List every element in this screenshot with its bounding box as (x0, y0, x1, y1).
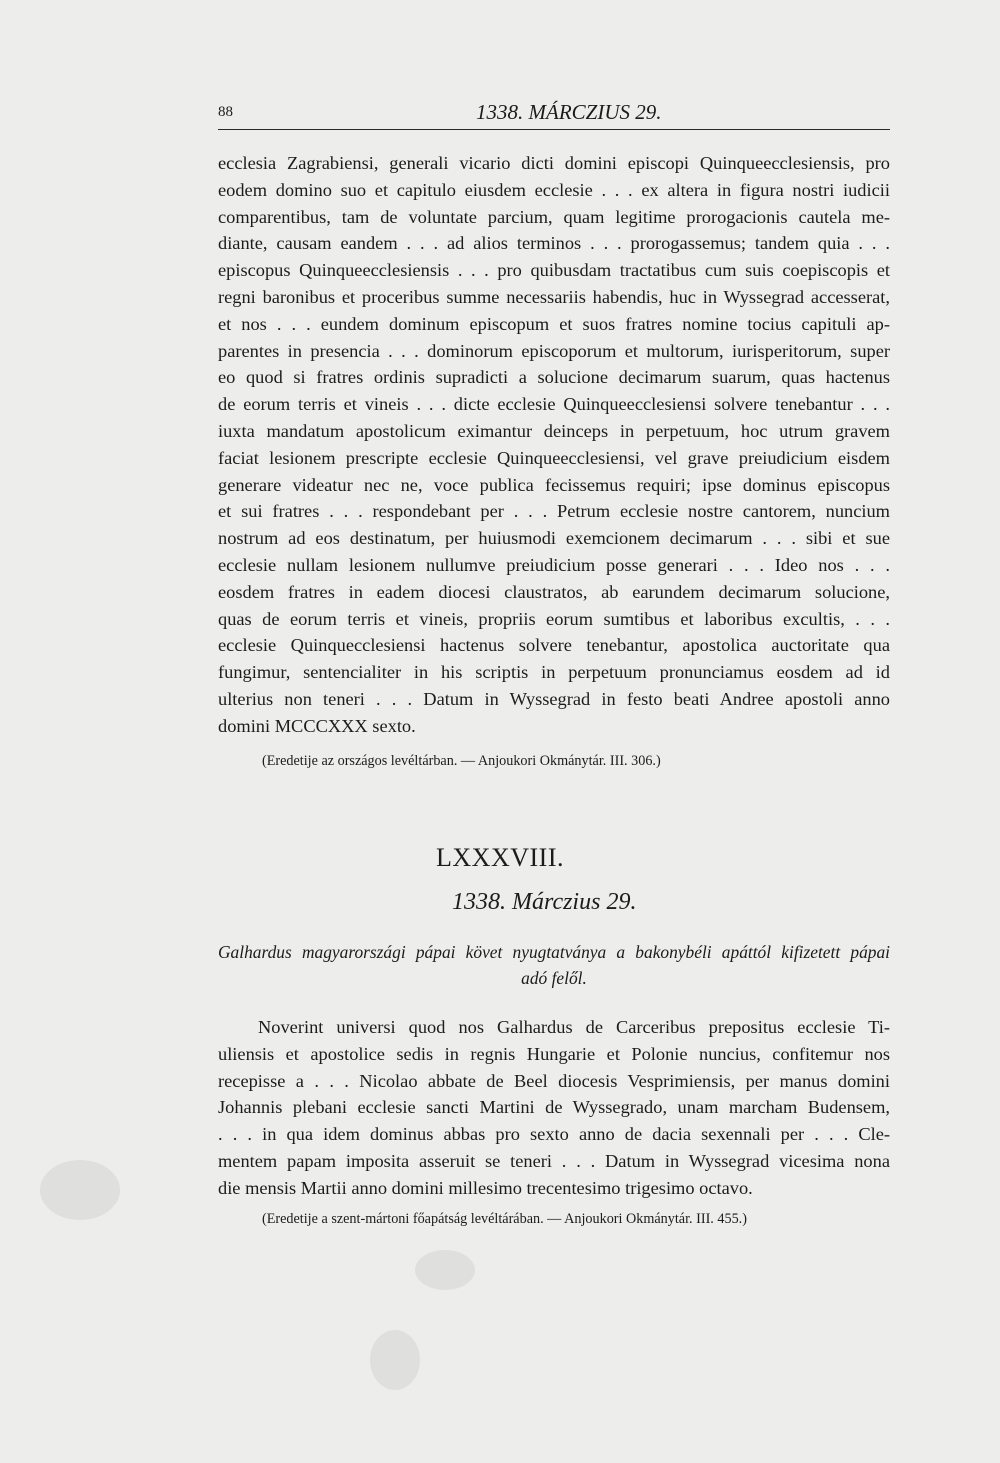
text-line: Johannis plebani ecclesie sancti Martini de Wyssegrado, unam marcham Budensem, (218, 1097, 890, 1118)
text-line: eo quod si fratres ordinis supradicti a solucione decimarum suarum, quas hactenus (218, 367, 890, 388)
running-title: 1338. MÁRCZIUS 29. (476, 100, 662, 124)
text-line: ecclesia Zagrabiensi, generali vicario dicti domini episcopi Quinqueecclesiensis, pro (218, 153, 890, 173)
text-line: eodem domino suo et capitulo eiusdem ecclesie . . . ex altera in figura nostri iudicii (218, 179, 890, 200)
document-numeral: LXXXVIII. (436, 843, 564, 872)
summary-line: adó felől. (521, 968, 587, 988)
document-body (218, 1014, 890, 1202)
text-line: et sui fratres . . . respondebant per . . . Petrum ecclesie nostre cantorem, nuncium (218, 501, 890, 522)
text-line: ulterius non teneri . . . Datum in Wyssegrad in festo beati Andree apostoli anno (218, 688, 890, 709)
text-line: eosdem fratres in eadem diocesi claustratos, ab earundem decimarum solucione, (218, 581, 890, 602)
text-line: comparentibus, tam de voluntate parcium, quam legitime prorogacionis cautela me- (218, 206, 890, 227)
text-line: ecclesie nullam lesionem nullumve preiudicium posse generari . . . Ideo nos . . . (218, 554, 890, 575)
source-note: (Eredetije a szent-mártoni főapátság levéltárában. — Anjoukori Okmánytár. III. 455.) (262, 1211, 747, 1227)
text-line-last: domini MCCCXXX sexto. (218, 715, 416, 736)
text-line: generare videatur nec ne, voce publica fecissemus requiri; ipse dominus episcopus (218, 474, 890, 495)
paper-stain (415, 1250, 475, 1290)
text-line: Noverint universi quod nos Galhardus de Carceribus prepositus ecclesie Ti- (258, 1017, 890, 1037)
text-line-last: die mensis Martii anno domini millesimo trecentesimo trigesimo octavo. (218, 1177, 753, 1198)
document-summary (218, 939, 890, 991)
text-line: ecclesie Quinquecclesiensi hactenus solvere tenebantur, apostolica auctoritate qua (218, 635, 890, 656)
paper-stain (370, 1330, 420, 1390)
text-line: recepisse a . . . Nicolao abbate de Beel diocesis Vesprimiensis, per manus domini (218, 1070, 890, 1091)
text-line: episcopus Quinqueecclesiensis . . . pro quibusdam tractatibus cum suis coepiscopis et (218, 260, 890, 281)
paper-stain (40, 1160, 120, 1220)
text-line: uliensis et apostolice sedis in regnis Hungarie et Polonie nuncius, confitemur nos (218, 1043, 890, 1064)
previous-document-text (218, 150, 890, 740)
text-line: fungimur, sentencialiter in his scriptis in perpetuum pronunciamus eosdem ad id (218, 662, 890, 683)
text-line: regni baronibus et proceribus summe necessariis habendis, huc in Wyssegrad accesserat, (218, 286, 890, 307)
running-head (218, 100, 890, 130)
page-number: 88 (218, 104, 233, 120)
text-line: de eorum terris et vineis . . . dicte ecclesie Quinqueecclesiensi solvere tenebantur . . . (218, 394, 890, 415)
summary-line: Galhardus magyarországi pápai követ nyugtatványa a bakonybéli apáttól kifizetett pápai (218, 942, 890, 962)
text-line: iuxta mandatum apostolicum eximantur deinceps in perpetuum, hoc utrum gravem (218, 420, 890, 441)
text-line: . . . in qua idem dominus abbas pro sexto anno de dacia sexennali per . . . Cle- (218, 1124, 890, 1145)
text-line: mentem papam imposita asseruit se teneri . . . Datum in Wyssegrad vicesima nona (218, 1150, 890, 1171)
text-line: faciat lesionem prescripte ecclesie Quinqueecclesiensi, vel grave preiudicium eisdem (218, 447, 890, 468)
document-date: 1338. Márczius 29. (452, 889, 637, 915)
text-line: nostrum ad eos destinatum, per huiusmodi exemcionem decimarum . . . sibi et sue (218, 528, 890, 549)
header-rule (218, 129, 890, 130)
text-line: et nos . . . eundem dominum episcopum et suos fratres nomine tocius capituli ap- (218, 313, 890, 334)
source-note: (Eredetije az országos levéltárban. — Anjoukori Okmánytár. III. 306.) (262, 753, 661, 769)
text-line: parentes in presencia . . . dominorum episcoporum et multorum, iurisperitorum, super (218, 340, 890, 361)
text-line: diante, causam eandem . . . ad alios terminos . . . prorogassemus; tandem quia . . . (218, 233, 890, 254)
text-line: quas de eorum terris et vineis, propriis eorum sumtibus et laboribus excultis, . . . (218, 608, 890, 629)
